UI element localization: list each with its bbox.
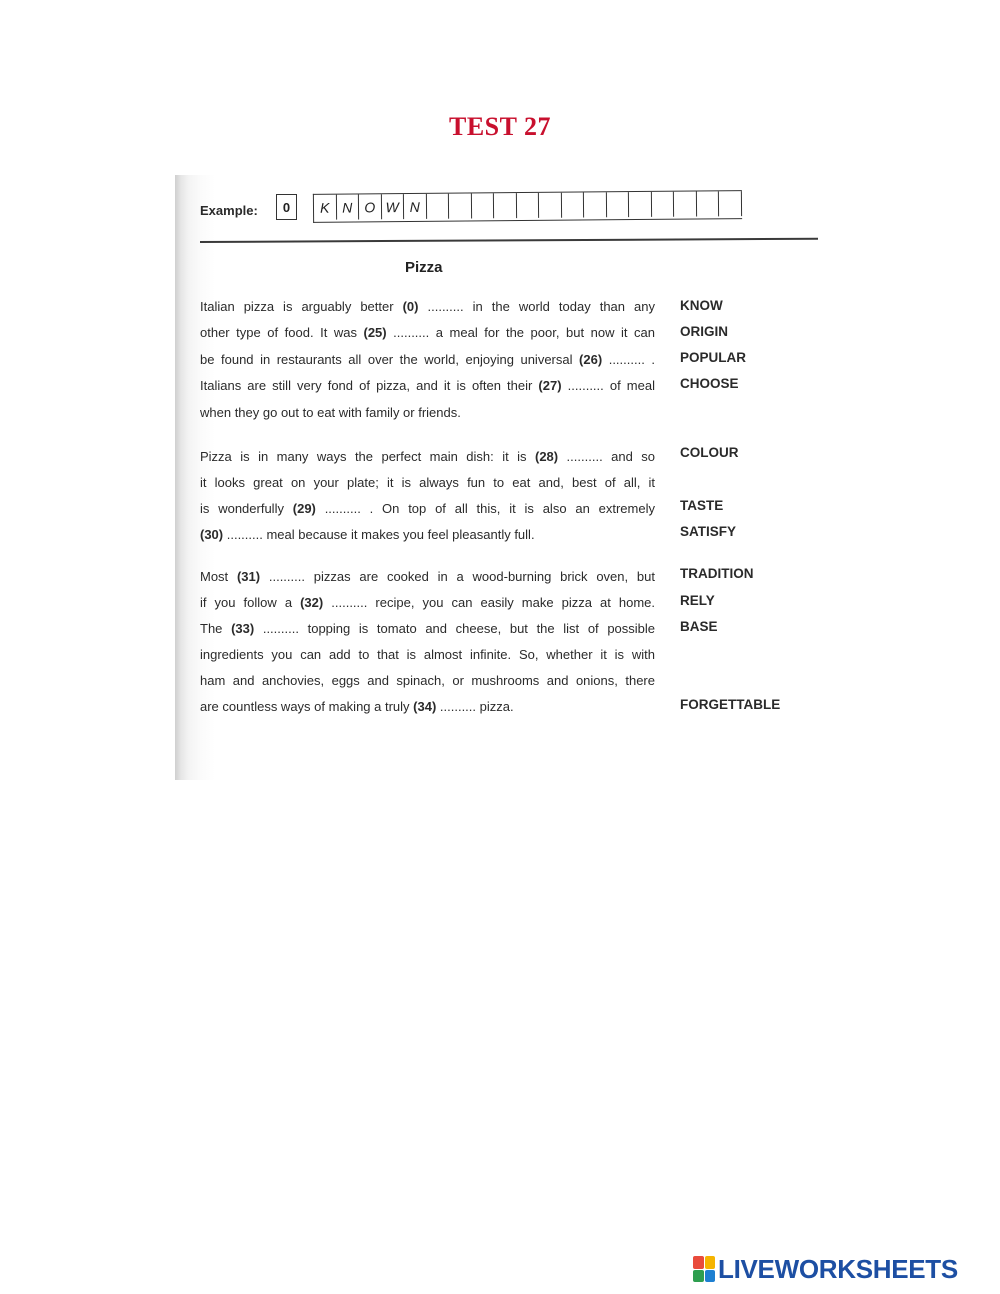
letter-box bbox=[719, 191, 742, 216]
letter-box bbox=[561, 193, 584, 218]
passage-line: The (33) .......... topping is tomato and cheese, but the list of possible bbox=[200, 621, 656, 636]
letter-box: O bbox=[359, 194, 382, 219]
passage-line: ingredients you can add to that is almost infinite. So, whether it is with bbox=[200, 647, 655, 662]
passage-line: Italian pizza is arguably better (0) .......... in the world today than any bbox=[200, 299, 655, 314]
passage-line: ham and anchovies, eggs and spinach, or mushrooms and onions, there bbox=[200, 673, 655, 688]
letter-box bbox=[449, 193, 472, 218]
stem-word: KNOW bbox=[680, 298, 723, 313]
letter-box bbox=[606, 192, 629, 217]
passage-line: Pizza is in many ways the perfect main dish: it is (28) .......... and so bbox=[200, 449, 655, 464]
passage-title: Pizza bbox=[405, 259, 443, 276]
passage-line: if you follow a (32) .......... recipe, you can easily make pizza at home. bbox=[200, 595, 655, 610]
stem-word: RELY bbox=[680, 593, 715, 608]
passage-line: are countless ways of making a truly (34) .......... pizza. bbox=[200, 699, 514, 714]
stem-word: TASTE bbox=[680, 498, 724, 513]
passage-line: other type of food. It was (25) .......... a meal for the poor, but now it can bbox=[200, 325, 655, 340]
example-label: Example: bbox=[200, 203, 258, 218]
passage-line: is wonderfully (29) .......... . On top of all this, it is also an extremely bbox=[200, 501, 655, 516]
passage-line: Most (31) .......... pizzas are cooked in a wood-burning brick oven, but bbox=[200, 569, 655, 584]
example-answer-boxes bbox=[313, 190, 742, 223]
stem-word: TRADITION bbox=[680, 566, 754, 581]
letter-box: K bbox=[314, 195, 337, 220]
passage-line: Italians are still very fond of pizza, and it is often their (27) .......... of meal bbox=[200, 378, 655, 393]
letter-box bbox=[584, 192, 607, 217]
liveworksheets-logo bbox=[693, 1253, 958, 1285]
letter-box bbox=[629, 192, 652, 217]
divider-rule bbox=[200, 238, 818, 243]
logo-text: LIVEWORKSHEETS bbox=[718, 1253, 958, 1284]
test-title: TEST 27 bbox=[448, 112, 551, 141]
letter-box bbox=[494, 193, 517, 218]
letter-box bbox=[674, 192, 697, 217]
stem-word: CHOOSE bbox=[680, 376, 739, 391]
stem-word: FORGETTABLE bbox=[680, 697, 781, 712]
letter-box bbox=[539, 193, 562, 218]
stem-word: SATISFY bbox=[680, 524, 737, 539]
logo-badge-icon bbox=[693, 1256, 715, 1282]
letter-box: N bbox=[404, 194, 427, 219]
letter-box: N bbox=[336, 194, 359, 219]
worksheet-scan bbox=[175, 175, 820, 780]
passage-line: it looks great on your plate; it is always fun to eat and, best of all, it bbox=[200, 475, 655, 490]
letter-box bbox=[651, 192, 674, 217]
letter-box: W bbox=[381, 194, 404, 219]
stem-word: COLOUR bbox=[680, 445, 739, 460]
example-number-box: 0 bbox=[276, 194, 297, 220]
letter-box bbox=[516, 193, 539, 218]
stem-word: ORIGIN bbox=[680, 324, 729, 339]
letter-box bbox=[696, 191, 719, 216]
letter-box bbox=[471, 193, 494, 218]
stem-word: BASE bbox=[680, 619, 718, 634]
letter-box bbox=[426, 194, 449, 219]
passage-line: when they go out to eat with family or friends. bbox=[200, 405, 461, 420]
passage-line: be found in restaurants all over the world, enjoying universal (26) .......... . bbox=[200, 352, 655, 367]
passage-line: (30) .......... meal because it makes you feel pleasantly full. bbox=[200, 527, 535, 542]
stem-word: POPULAR bbox=[680, 350, 747, 365]
